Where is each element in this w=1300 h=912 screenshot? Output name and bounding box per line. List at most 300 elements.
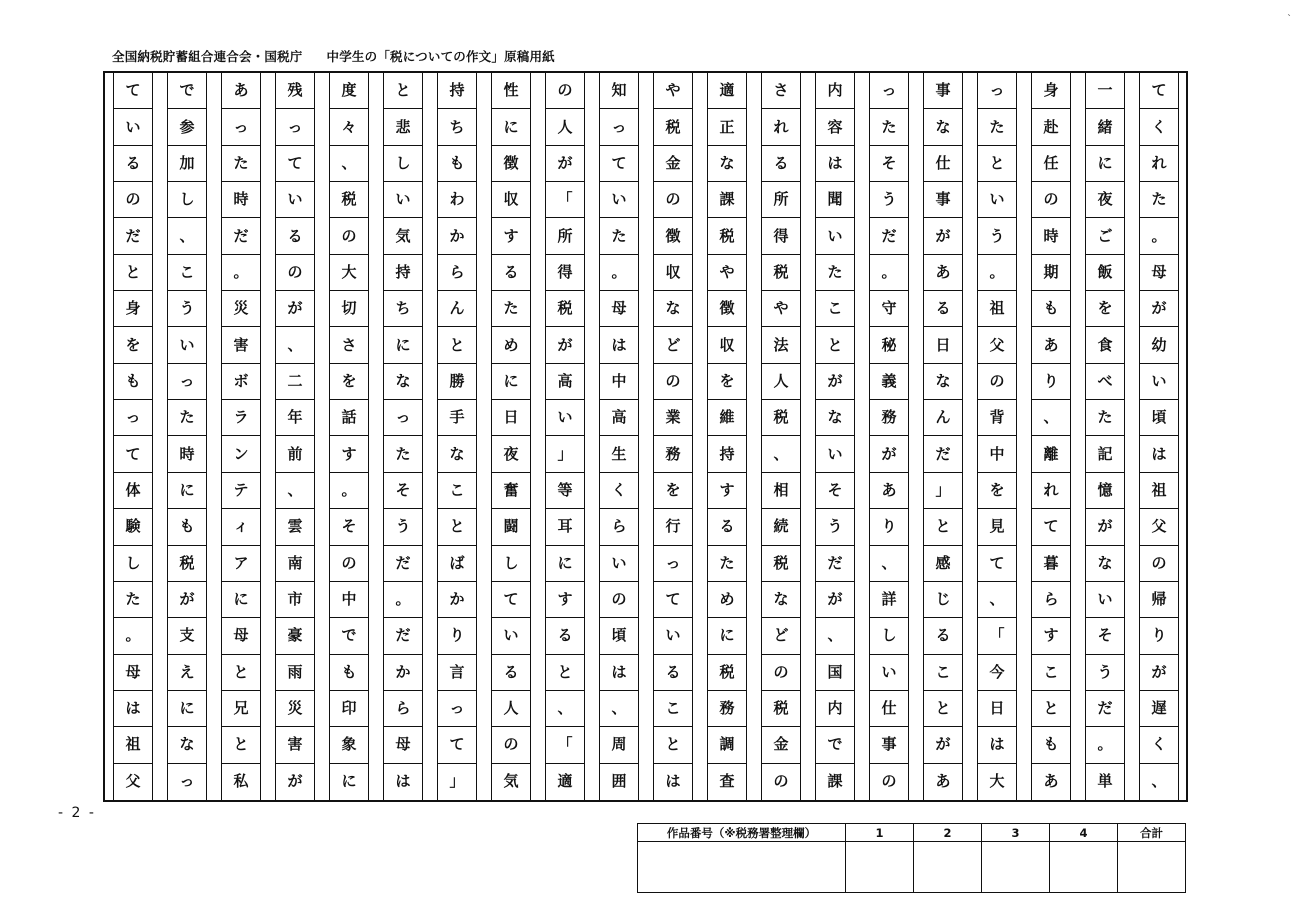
manuscript-cell: こ [654, 691, 692, 727]
manuscript-cell: い [600, 546, 638, 582]
manuscript-cell: と [222, 727, 260, 763]
manuscript-cell: 、 [870, 546, 908, 582]
manuscript-cell: が [924, 727, 962, 763]
work-number-label: 作品番号（※税務署整理欄） [638, 824, 846, 842]
manuscript-cell: え [168, 655, 206, 691]
manuscript-cell: り [1140, 618, 1178, 654]
score-column-header: 3 [982, 824, 1050, 842]
manuscript-cell: っ [600, 109, 638, 145]
manuscript-cell: に [168, 473, 206, 509]
manuscript-cell: ィ [222, 509, 260, 545]
manuscript-cell: す [708, 473, 746, 509]
manuscript-cell: と [384, 73, 422, 109]
manuscript-cell: 人 [546, 109, 584, 145]
manuscript-cell: 収 [654, 255, 692, 291]
manuscript-cell: 。 [600, 255, 638, 291]
manuscript-cell: 加 [168, 146, 206, 182]
manuscript-cell: っ [438, 691, 476, 727]
manuscript-cell: て [600, 146, 638, 182]
score-column-header: 2 [914, 824, 982, 842]
manuscript-cell: に [546, 546, 584, 582]
manuscript-cell: 事 [870, 727, 908, 763]
manuscript-cell: 。 [1140, 218, 1178, 254]
manuscript-cell: 頃 [1140, 400, 1178, 436]
manuscript-cell: ボ [222, 364, 260, 400]
manuscript-cell: 税 [708, 218, 746, 254]
manuscript-cell: ど [762, 618, 800, 654]
manuscript-cell: 気 [384, 218, 422, 254]
manuscript-cell: 支 [168, 618, 206, 654]
manuscript-cell: 等 [546, 473, 584, 509]
manuscript-cell: あ [870, 473, 908, 509]
manuscript-cell: い [492, 618, 530, 654]
manuscript-cell: 務 [654, 437, 692, 473]
manuscript-cell: こ [816, 291, 854, 327]
manuscript-column [383, 73, 423, 800]
manuscript-cell: う [978, 218, 1016, 254]
manuscript-cell: が [276, 291, 314, 327]
manuscript-cell: し [870, 618, 908, 654]
manuscript-cell: と [222, 655, 260, 691]
manuscript-cell: な [384, 364, 422, 400]
manuscript-cell: 収 [708, 327, 746, 363]
manuscript-cell: の [492, 727, 530, 763]
manuscript-cell: に [1086, 146, 1124, 182]
manuscript-cell: は [600, 655, 638, 691]
manuscript-cell: 金 [762, 727, 800, 763]
manuscript-cell: の [330, 546, 368, 582]
manuscript-cell: て [978, 546, 1016, 582]
page-number: - 2 - [58, 805, 96, 821]
manuscript-cell: に [384, 327, 422, 363]
score-cell[interactable] [982, 842, 1050, 893]
manuscript-cell: ん [438, 291, 476, 327]
manuscript-cell: 税 [762, 691, 800, 727]
manuscript-cell: 、 [168, 218, 206, 254]
manuscript-cell: い [816, 437, 854, 473]
manuscript-cell: な [1086, 546, 1124, 582]
manuscript-cell: じ [924, 582, 962, 618]
manuscript-cell: 日 [492, 400, 530, 436]
manuscript-cell: 前 [276, 437, 314, 473]
manuscript-cell: 。 [870, 255, 908, 291]
manuscript-cell: か [438, 582, 476, 618]
manuscript-cell: に [492, 109, 530, 145]
manuscript-cell: 事 [924, 182, 962, 218]
manuscript-cell: 夜 [1086, 182, 1124, 218]
manuscript-cell: 身 [1032, 73, 1070, 109]
manuscript-cell: い [600, 182, 638, 218]
manuscript-cell: る [924, 291, 962, 327]
manuscript-cell: 、 [762, 437, 800, 473]
manuscript-cell: 容 [816, 109, 854, 145]
manuscript-cell: 感 [924, 546, 962, 582]
manuscript-cell: と [924, 691, 962, 727]
manuscript-column [815, 73, 855, 800]
manuscript-cell: っ [384, 400, 422, 436]
manuscript-cell: 豪 [276, 618, 314, 654]
manuscript-cell: 、 [816, 618, 854, 654]
manuscript-cell: た [168, 400, 206, 436]
manuscript-cell: ば [438, 546, 476, 582]
manuscript-cell: て [1140, 73, 1178, 109]
manuscript-cell: 中 [978, 437, 1016, 473]
manuscript-cell: は [665, 772, 681, 791]
manuscript-cell: の [881, 772, 897, 791]
score-column-header: 1 [846, 824, 914, 842]
manuscript-cell: そ [384, 473, 422, 509]
manuscript-cell: に [168, 691, 206, 727]
manuscript-cell: テ [222, 473, 260, 509]
manuscript-cell: っ [654, 546, 692, 582]
manuscript-cell: る [708, 509, 746, 545]
manuscript-cell: ら [1032, 582, 1070, 618]
work-number-cell[interactable] [638, 842, 846, 893]
manuscript-cell: 徴 [492, 146, 530, 182]
manuscript-cell: と [438, 509, 476, 545]
manuscript-cell: が [168, 582, 206, 618]
manuscript-cell: た [708, 546, 746, 582]
manuscript-cell: 持 [384, 255, 422, 291]
manuscript-cell: が [870, 437, 908, 473]
manuscript-cell: 続 [762, 509, 800, 545]
manuscript-column [545, 73, 585, 800]
manuscript-cell: 正 [708, 109, 746, 145]
manuscript-cell: だ [816, 546, 854, 582]
manuscript-cell: る [762, 146, 800, 182]
manuscript-cell: 維 [708, 400, 746, 436]
manuscript-cell: な [708, 146, 746, 182]
manuscript-cell: 仕 [870, 691, 908, 727]
manuscript-cell: い [654, 618, 692, 654]
manuscript-cell: が [546, 146, 584, 182]
manuscript-cell: 耳 [546, 509, 584, 545]
manuscript-cell: め [492, 327, 530, 363]
manuscript-cell: と [816, 327, 854, 363]
manuscript-cell: っ [870, 73, 908, 109]
manuscript-cell: べ [1086, 364, 1124, 400]
manuscript-cell: す [546, 582, 584, 618]
manuscript-cell: 気 [503, 772, 519, 791]
manuscript-cell: 奮 [492, 473, 530, 509]
manuscript-cell: あ [1032, 327, 1070, 363]
manuscript-cell: な [654, 291, 692, 327]
manuscript-cell: 記 [1086, 437, 1124, 473]
manuscript-cell: 日 [924, 327, 962, 363]
manuscript-cell: 憶 [1086, 473, 1124, 509]
manuscript-cell: ら [384, 691, 422, 727]
manuscript-cell: だ [384, 546, 422, 582]
manuscript-cell: 性 [492, 73, 530, 109]
manuscript-column [491, 73, 531, 800]
manuscript-cell: の [1140, 546, 1178, 582]
manuscript-cell: が [1140, 655, 1178, 691]
manuscript-cell: 今 [978, 655, 1016, 691]
manuscript-cell: が [1086, 509, 1124, 545]
manuscript-cell: の [600, 582, 638, 618]
manuscript-cell: た [816, 255, 854, 291]
manuscript-cell: 「 [978, 618, 1016, 654]
form-title: 中学生の「税についての作文」原稿用紙 [326, 49, 555, 64]
manuscript-cell: 内 [816, 691, 854, 727]
manuscript-cell: の [546, 73, 584, 109]
manuscript-cell: が [816, 364, 854, 400]
score-cell[interactable] [846, 842, 914, 893]
manuscript-cell: た [978, 109, 1016, 145]
manuscript-cell: る [492, 655, 530, 691]
manuscript-cell: れ [1032, 473, 1070, 509]
manuscript-cell: い [384, 182, 422, 218]
manuscript-cell: ア [222, 546, 260, 582]
manuscript-cell: 高 [546, 364, 584, 400]
manuscript-column [869, 73, 909, 800]
manuscript-cell: 話 [330, 400, 368, 436]
manuscript-cell: が [546, 327, 584, 363]
manuscript-cell: い [546, 400, 584, 436]
manuscript-cell: そ [330, 509, 368, 545]
score-cell[interactable] [1050, 842, 1118, 893]
manuscript-cell: う [870, 182, 908, 218]
manuscript-cell: 適 [708, 73, 746, 109]
manuscript-cell: す [1032, 618, 1070, 654]
manuscript-column [977, 73, 1017, 800]
manuscript-cell: 聞 [816, 182, 854, 218]
manuscript-cell: い [1140, 364, 1178, 400]
manuscript-cell: 義 [870, 364, 908, 400]
manuscript-cell: 遅 [1140, 691, 1178, 727]
manuscript-cell: る [924, 618, 962, 654]
manuscript-cell: い [114, 109, 152, 145]
manuscript-cell: し [492, 546, 530, 582]
manuscript-cell: 持 [438, 73, 476, 109]
manuscript-cell: な [816, 400, 854, 436]
manuscript-cell: 事 [924, 73, 962, 109]
manuscript-cell: の [978, 364, 1016, 400]
manuscript-cell: の [762, 655, 800, 691]
manuscript-cell: 参 [168, 109, 206, 145]
manuscript-cell: 持 [708, 437, 746, 473]
manuscript-column [923, 73, 963, 800]
manuscript-cell: と [438, 327, 476, 363]
manuscript-cell: 期 [1032, 255, 1070, 291]
manuscript-cell: を [1086, 291, 1124, 327]
manuscript-cell: 母 [1140, 255, 1178, 291]
manuscript-column [1139, 73, 1179, 800]
manuscript-column [113, 73, 153, 800]
manuscript-cell: 課 [708, 182, 746, 218]
manuscript-cell: こ [168, 255, 206, 291]
manuscript-cell: 業 [654, 400, 692, 436]
manuscript-cell: や [708, 255, 746, 291]
manuscript-column [1085, 73, 1125, 800]
manuscript-cell: っ [276, 109, 314, 145]
manuscript-cell: 見 [978, 509, 1016, 545]
manuscript-cell: 収 [492, 182, 530, 218]
manuscript-cell: ど [654, 327, 692, 363]
manuscript-cell: そ [870, 146, 908, 182]
manuscript-cell: だ [114, 218, 152, 254]
manuscript-cell: 徴 [708, 291, 746, 327]
manuscript-cell: の [276, 255, 314, 291]
manuscript-cell: に [492, 364, 530, 400]
manuscript-cell: が [924, 218, 962, 254]
manuscript-cell: は [114, 691, 152, 727]
manuscript-cell: 市 [276, 582, 314, 618]
manuscript-cell: ン [222, 437, 260, 473]
manuscript-cell: 食 [1086, 327, 1124, 363]
manuscript-cell: 」 [546, 437, 584, 473]
manuscript-cell: 父 [1140, 509, 1178, 545]
manuscript-cell: だ [870, 218, 908, 254]
manuscript-cell: 身 [114, 291, 152, 327]
manuscript-cell: を [654, 473, 692, 509]
manuscript-cell: ら [600, 509, 638, 545]
manuscript-cell: 父 [125, 772, 141, 791]
manuscript-cell: は [600, 327, 638, 363]
manuscript-cell: あ [924, 255, 962, 291]
manuscript-cell: だ [384, 618, 422, 654]
manuscript-column [275, 73, 315, 800]
manuscript-cell: 単 [1097, 772, 1113, 791]
manuscript-cell: 徴 [654, 218, 692, 254]
manuscript-cell: 時 [222, 182, 260, 218]
manuscript-cell: 害 [222, 327, 260, 363]
manuscript-cell: 、 [1151, 772, 1167, 791]
manuscript-cell: に [708, 618, 746, 654]
manuscript-column [761, 73, 801, 800]
manuscript-cell: そ [816, 473, 854, 509]
manuscript-cell: 、 [1032, 400, 1070, 436]
manuscript-cell: 背 [978, 400, 1016, 436]
manuscript-cell: た [114, 582, 152, 618]
manuscript-cell: く [1140, 109, 1178, 145]
manuscript-cell: る [654, 655, 692, 691]
manuscript-cell: た [1086, 400, 1124, 436]
manuscript-cell: れ [1140, 146, 1178, 182]
manuscript-cell: 知 [600, 73, 638, 109]
score-table [637, 823, 1186, 893]
manuscript-cell: も [1032, 727, 1070, 763]
manuscript-cell: は [978, 727, 1016, 763]
manuscript-cell: る [546, 618, 584, 654]
manuscript-cell: 内 [816, 73, 854, 109]
manuscript-cell: 赴 [1032, 109, 1070, 145]
scan-mark: ` [1287, 14, 1292, 25]
manuscript-cell: 法 [762, 327, 800, 363]
manuscript-cell: う [168, 291, 206, 327]
manuscript-cell: 母 [600, 291, 638, 327]
manuscript-cell: 父 [978, 327, 1016, 363]
manuscript-cell: 度 [330, 73, 368, 109]
manuscript-cell: 夜 [492, 437, 530, 473]
manuscript-cell: 守 [870, 291, 908, 327]
manuscript-cell: れ [762, 109, 800, 145]
manuscript-cell: 々 [330, 109, 368, 145]
manuscript-cell: 高 [600, 400, 638, 436]
manuscript-cell: 時 [1032, 218, 1070, 254]
manuscript-cell: 飯 [1086, 255, 1124, 291]
manuscript-cell: 行 [654, 509, 692, 545]
manuscript-cell: な [168, 727, 206, 763]
manuscript-cell: て [438, 727, 476, 763]
manuscript-cell: り [438, 618, 476, 654]
manuscript-cell: 害 [276, 727, 314, 763]
manuscript-cell: 悲 [384, 109, 422, 145]
manuscript-cell: は [816, 146, 854, 182]
manuscript-column [437, 73, 477, 800]
manuscript-cell: 災 [276, 691, 314, 727]
manuscript-cell: の [1032, 182, 1070, 218]
manuscript-cell: と [114, 255, 152, 291]
manuscript-cell: る [492, 255, 530, 291]
manuscript-cell: が [816, 582, 854, 618]
manuscript-cell: 査 [719, 772, 735, 791]
manuscript-cell: す [492, 218, 530, 254]
manuscript-cell: を [330, 364, 368, 400]
manuscript-cell: の [330, 218, 368, 254]
manuscript-cell: と [546, 655, 584, 691]
manuscript-cell: 頃 [600, 618, 638, 654]
manuscript-cell: い [1086, 582, 1124, 618]
manuscript-cell: や [762, 291, 800, 327]
manuscript-cell: 闘 [492, 509, 530, 545]
manuscript-cell: し [168, 182, 206, 218]
manuscript-column [1031, 73, 1071, 800]
organization-label: 全国納税貯蓄組合連合会・国税庁 [112, 49, 303, 64]
manuscript-cell: だ [222, 218, 260, 254]
manuscript-cell: っ [978, 73, 1016, 109]
total-cell[interactable] [1118, 842, 1186, 893]
manuscript-cell: う [1086, 655, 1124, 691]
manuscript-cell: 「 [546, 182, 584, 218]
manuscript-cell: 。 [978, 255, 1016, 291]
manuscript-cell: そ [1086, 618, 1124, 654]
manuscript-cell: あ [935, 772, 951, 791]
manuscript-cell: と [1032, 691, 1070, 727]
manuscript-cell: の [654, 182, 692, 218]
manuscript-cell: 。 [1086, 727, 1124, 763]
manuscript-cell: 務 [708, 691, 746, 727]
manuscript-cell: っ [168, 364, 206, 400]
manuscript-cell: 税 [762, 255, 800, 291]
manuscript-cell: も [168, 509, 206, 545]
manuscript-cell: る [276, 218, 314, 254]
manuscript-cell: 、 [546, 691, 584, 727]
manuscript-cell: し [114, 546, 152, 582]
manuscript-cell: 、 [276, 327, 314, 363]
score-cell[interactable] [914, 842, 982, 893]
manuscript-cell: め [708, 582, 746, 618]
manuscript-cell: 務 [870, 400, 908, 436]
manuscript-cell: と [654, 727, 692, 763]
manuscript-column [221, 73, 261, 800]
manuscript-cell: て [654, 582, 692, 618]
manuscript-cell: 緒 [1086, 109, 1124, 145]
manuscript-cell: あ [222, 73, 260, 109]
manuscript-cell: が [1140, 291, 1178, 327]
manuscript-cell: が [287, 772, 303, 791]
manuscript-cell: ち [384, 291, 422, 327]
manuscript-cell: て [114, 437, 152, 473]
manuscript-cell: 所 [762, 182, 800, 218]
manuscript-cell: 体 [114, 473, 152, 509]
manuscript-cell: 中 [330, 582, 368, 618]
manuscript-cell: っ [179, 772, 195, 791]
manuscript-cell: 祖 [114, 727, 152, 763]
manuscript-cell: こ [1032, 655, 1070, 691]
manuscript-cell: 南 [276, 546, 314, 582]
manuscript-cell: か [384, 655, 422, 691]
